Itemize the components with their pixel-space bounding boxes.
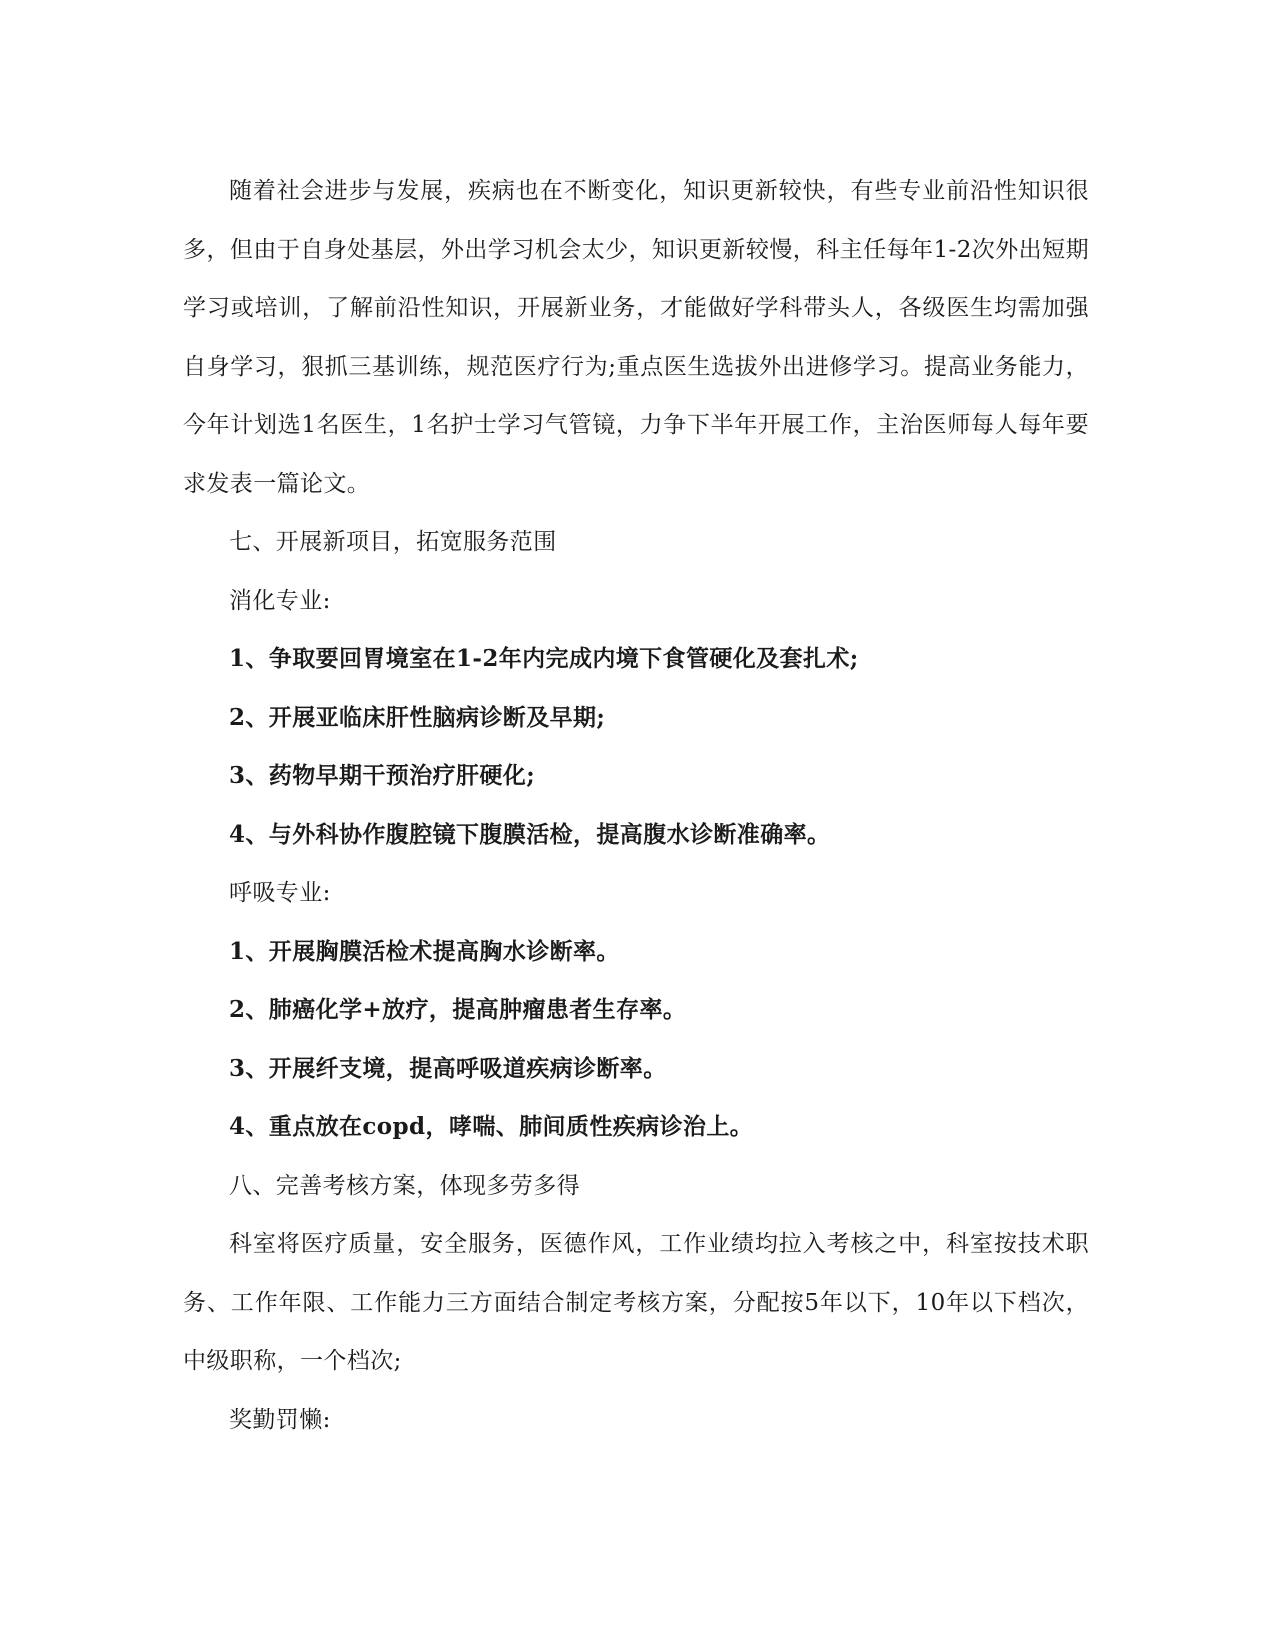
digestive-item: 4、与外科协作腹腔镜下腹膜活检，提高腹水诊断准确率。 [229, 820, 831, 848]
paragraph-training: 随着社会进步与发展，疾病也在不断变化，知识更新较快，有些专业前沿性知识很多，但由于自身处基层，外出学习机会太少，知识更新较慢，科主任每年1-2次外出短期学习或培训，了解前沿性知识，开展新业务，才能做好学科带头人，各级医生均需加强自身学习，狠抓三基训练，规范医疗行为;重点医生选拔外出进修学习。提高业务能力，今年计划选1名医生，1名护士学习气管镜，力争下半年开展工作，主治医师每人每年要求发表一篇论文。 [183, 178, 1089, 497]
respiratory-item: 1、开展胸膜活检术提高胸水诊断率。 [229, 937, 620, 965]
respiratory-heading: 呼吸专业: [229, 880, 331, 906]
digestive-item: 3、药物早期干预治疗肝硬化; [229, 762, 536, 789]
respiratory-item: 2、肺癌化学+放疗，提高肿瘤患者生存率。 [229, 996, 687, 1023]
respiratory-item: 4、重点放在copd，哮喘、肺间质性疾病诊治上。 [229, 1113, 754, 1140]
paragraph-assessment: 科室将医疗质量，安全服务，医德作风，工作业绩均拉入考核之中，科室按技术职务、工作年限、工作能力三方面结合制定考核方案，分配按5年以下，10年以下档次，中级职称，一个档次; [183, 1231, 1089, 1374]
document-body [183, 162, 1089, 1449]
section-heading-assessment: 八、完善考核方案，体现多劳多得 [229, 1172, 580, 1199]
digestive-heading: 消化专业: [229, 587, 331, 614]
reward-heading: 奖勤罚懒: [229, 1406, 331, 1433]
digestive-item: 2、开展亚临床肝性脑病诊断及早期; [229, 703, 606, 731]
digestive-item: 1、争取要回胃境室在1-2年内完成内境下食管硬化及套扎术; [229, 645, 859, 672]
respiratory-item: 3、开展纤支境，提高呼吸道疾病诊断率。 [229, 1054, 667, 1082]
section-heading-new-projects: 七、开展新项目，拓宽服务范围 [229, 529, 557, 555]
